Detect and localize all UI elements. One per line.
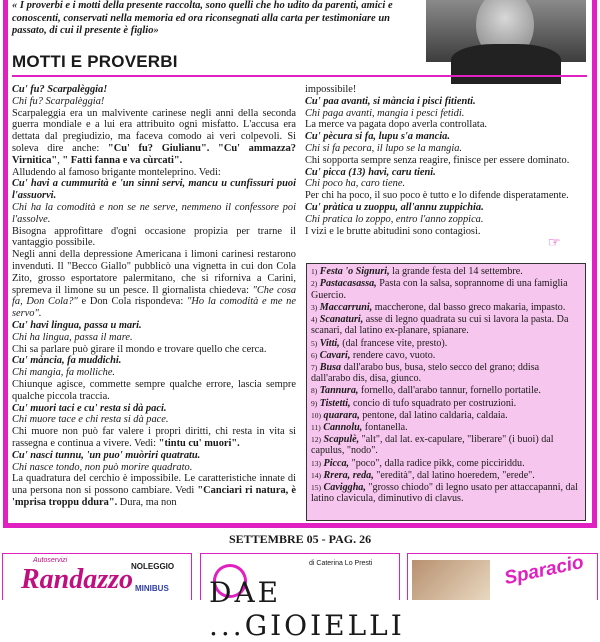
- column-left: [12, 84, 296, 509]
- glossary-entry: 11) Cannolu, fontanella.: [311, 421, 408, 433]
- glossary-entry: 9) Tistetti, concio di tufo squadrato per costruzioni.: [311, 397, 517, 409]
- glossary-entry: 13) Picca, "poco", dalla radice pikk, come picciriddu.: [311, 457, 525, 469]
- proverb-translation: Chi ha lingua, passa il mare.: [12, 331, 133, 343]
- ad-owner: di Caterina Lo Presti: [309, 560, 373, 567]
- proverb-translation: Chi si fa pecora, il lupo se la mangia.: [305, 142, 463, 154]
- proverb-dialect: Cu' pràtica u zuoppu, all'annu zuppichia.: [305, 201, 484, 213]
- ad-logo-text: Sparacio: [502, 551, 586, 590]
- column-right: [305, 84, 587, 237]
- proverb-explanation: Chi sa parlare può girare il mondo e trovare quello che cerca.: [12, 343, 267, 355]
- proverb-translation: Chi fu? Scarpalèggia!: [12, 95, 105, 107]
- proverb-dialect: Cu' havi lingua, passa u mari.: [12, 319, 142, 331]
- glossary-entry: 12) Scapulè, "alt", dal lat. ex-capulare, "liberare" (i buoi) dal capulus, "nodo".: [311, 433, 554, 457]
- glossary-entry: 10) quarara, pentone, dal latino caldaria, caldaia.: [311, 409, 508, 421]
- proverb-translation: Chi ha la comodità e non se ne serve, nemmeno il confessore poi l'assolve.: [12, 201, 296, 225]
- proverb-explanation: Per chi ha poco, il suo poco è tutto e lo difende disperatamente.: [305, 190, 569, 202]
- proverb-dialect: Cu' havi a cummurità e 'un sinni servi, mancu u cunfissuri puoi l'assuorvi.: [12, 178, 296, 202]
- glossary-entry: 7) Busa dall'arabo bus, busa, stelo secco del grano; ddisa dall'arabo dis, disa, giunco.: [311, 361, 540, 385]
- proverb-dialect: Cu' nasci tunnu, 'un puo' muòriri quatratu.: [12, 449, 201, 461]
- glossary-entry: 1) Festa 'o Signuri, la grande festa del 14 settembre.: [311, 266, 523, 277]
- proverb-translation: Chi mangia, fa molliche.: [12, 367, 116, 379]
- ad-service-label: MINIBUS: [135, 584, 169, 593]
- proverb-explanation: La quadratura del cerchio è impossibile. Le caratteristiche innate di una persona non si possono cambiare. Vedi "Canciari ri natura, è 'mprisa troppu ddura". Dura, ma non: [12, 473, 296, 508]
- proverb-explanation: Scarpaleggia era un malvivente carinese negli anni della seconda guerra mondiale e a lui era attribuito ogni misfatto. L'accusa era dettata dal pregiudizio, ma faceva comodo ai veri colpevoli. Si soleva dire anche: "Cu' fu? Giulianu". "Cu' ammazza? Virnitica", " Fatti fanna e va cùrcati".: [12, 107, 296, 166]
- ad-service-label: NOLEGGIO: [131, 562, 175, 571]
- ad-photo: [412, 560, 490, 600]
- page-title: MOTTI E PROVERBI: [12, 52, 178, 71]
- proverb-explanation: Negli anni della depressione Americana i limoni carinesi restarono invenduti. Il "Becco Giallo" pubblicò una vignetta in cui don Cola Zito, grosso esportatore palermitano, che si riforniva a Carini, spremeva il limone su un pesce. Il giornalista chiedeva: "Che cosa fa, Don Cola?" e Don Cola rispondeva: "Ho la comodità e me ne servo".: [12, 249, 297, 320]
- proverb-translation: Chi muore tace e chi resta si dà pace.: [12, 414, 169, 426]
- proverb-explanation: Chi muore non può far valere i propri diritti, chi resta in vita si rassegna e continua a vivere. Vedi: "tintu cu' muori".: [12, 426, 296, 449]
- proverb-dialect: Cu' picca (13) havi, caru tieni.: [305, 166, 436, 178]
- ad-gioielli[interactable]: [200, 553, 405, 642]
- pointing-hand-icon: ☞: [548, 236, 561, 251]
- ad-subtitle: Autoservizi: [33, 557, 68, 564]
- proverb-dialect: Cu' muori taci e cu' resta si dà paci.: [12, 402, 167, 414]
- glossary-entry: 2) Pastacasassa, Pasta con la salsa, soprannome di una famiglia Guercio.: [311, 278, 568, 301]
- glossary-box: [306, 263, 586, 521]
- title-divider: [12, 75, 587, 77]
- glossary-entry: 6) Cavari, rendere cavo, vuoto.: [311, 349, 436, 361]
- intro-quote: « I proverbi e i motti della presente raccolta, sono quelli che ho udito da parenti, amici e conoscenti, conservati nella memoria ed ora riconsegnati alla carta per testimoniare un passato, di cui il presente è figlio»: [12, 0, 393, 36]
- proverb-dialect: Cu' pècura si fa, lupu s'a mancia.: [305, 131, 450, 143]
- proverb-dialect: Cu' paa avanti, si mància i pisci fitienti.: [305, 95, 476, 107]
- ad-randazzo[interactable]: [2, 553, 192, 600]
- proverb-explanation: I vizi e le brutte abitudini sono contagiosi.: [305, 225, 481, 237]
- proverb-translation: Chi paga avanti, mangia i pesci fetidi.: [305, 107, 465, 119]
- ad-logo-text: Randazzo: [21, 564, 134, 595]
- glossary-entry: 8) Tannura, fornello, dall'arabo tannur, fornello portatile.: [311, 385, 541, 397]
- proverb-explanation: Bisogna approfittare d'ogni occasione propizia per trarne il vantaggio possibile.: [12, 225, 296, 249]
- proverb-explanation: Chi sopporta sempre senza reagire, finisce per essere dominato.: [305, 154, 570, 166]
- proverb-explanation: Chiunque agisce, commette sempre qualche errore, lascia sempre qualche piccola traccia.: [12, 378, 296, 402]
- proverb-translation: Chi nasce tondo, non può morire quadrato.: [12, 461, 193, 473]
- glossary-entry: 4) Scanaturi, asse di legno quadrata su cui si lavora la pasta. Da scanari, dal latino ex-planare, spianare.: [311, 313, 569, 337]
- proverb-explanation: impossibile!: [305, 84, 357, 95]
- glossary-entry: 14) Rrera, reda, "eredità", dal latino hoeredem, "erede".: [311, 469, 535, 481]
- glossary-entry: 3) Maccarruni, maccherone, dal basso greco makaria, impasto.: [311, 301, 566, 313]
- ad-sparacio[interactable]: [407, 553, 598, 600]
- ad-logo-text: DAE ...GIOIELLI: [209, 576, 405, 642]
- proverb-dialect: Cu' fu? Scarpalèggia!: [12, 84, 108, 95]
- proverb-dialect: Cu' mància, fa muddichi.: [12, 355, 122, 367]
- proverb-translation: Chi pratica lo zoppo, entro l'anno zoppica.: [305, 213, 484, 225]
- coat: [451, 44, 561, 84]
- proverb-explanation: La merce va pagata dopo averla controllata.: [305, 119, 488, 131]
- author-photo: [426, 0, 586, 62]
- proverb-translation: Chi poco ha, caro tiene.: [305, 178, 406, 190]
- glossary-entry: 5) Vitti, (dal francese vite, presto).: [311, 337, 448, 349]
- page-footer: SETTEMBRE 05 - PAG. 26: [228, 532, 372, 546]
- proverb-explanation: Alludendo al famoso brigante monteleprino. Vedi:: [12, 166, 221, 178]
- glossary-entry: 15) Caviggha, "grosso chiodo" di legno usato per attaccapanni, dal latino clavicula, diminutivo di clavus.: [311, 481, 578, 505]
